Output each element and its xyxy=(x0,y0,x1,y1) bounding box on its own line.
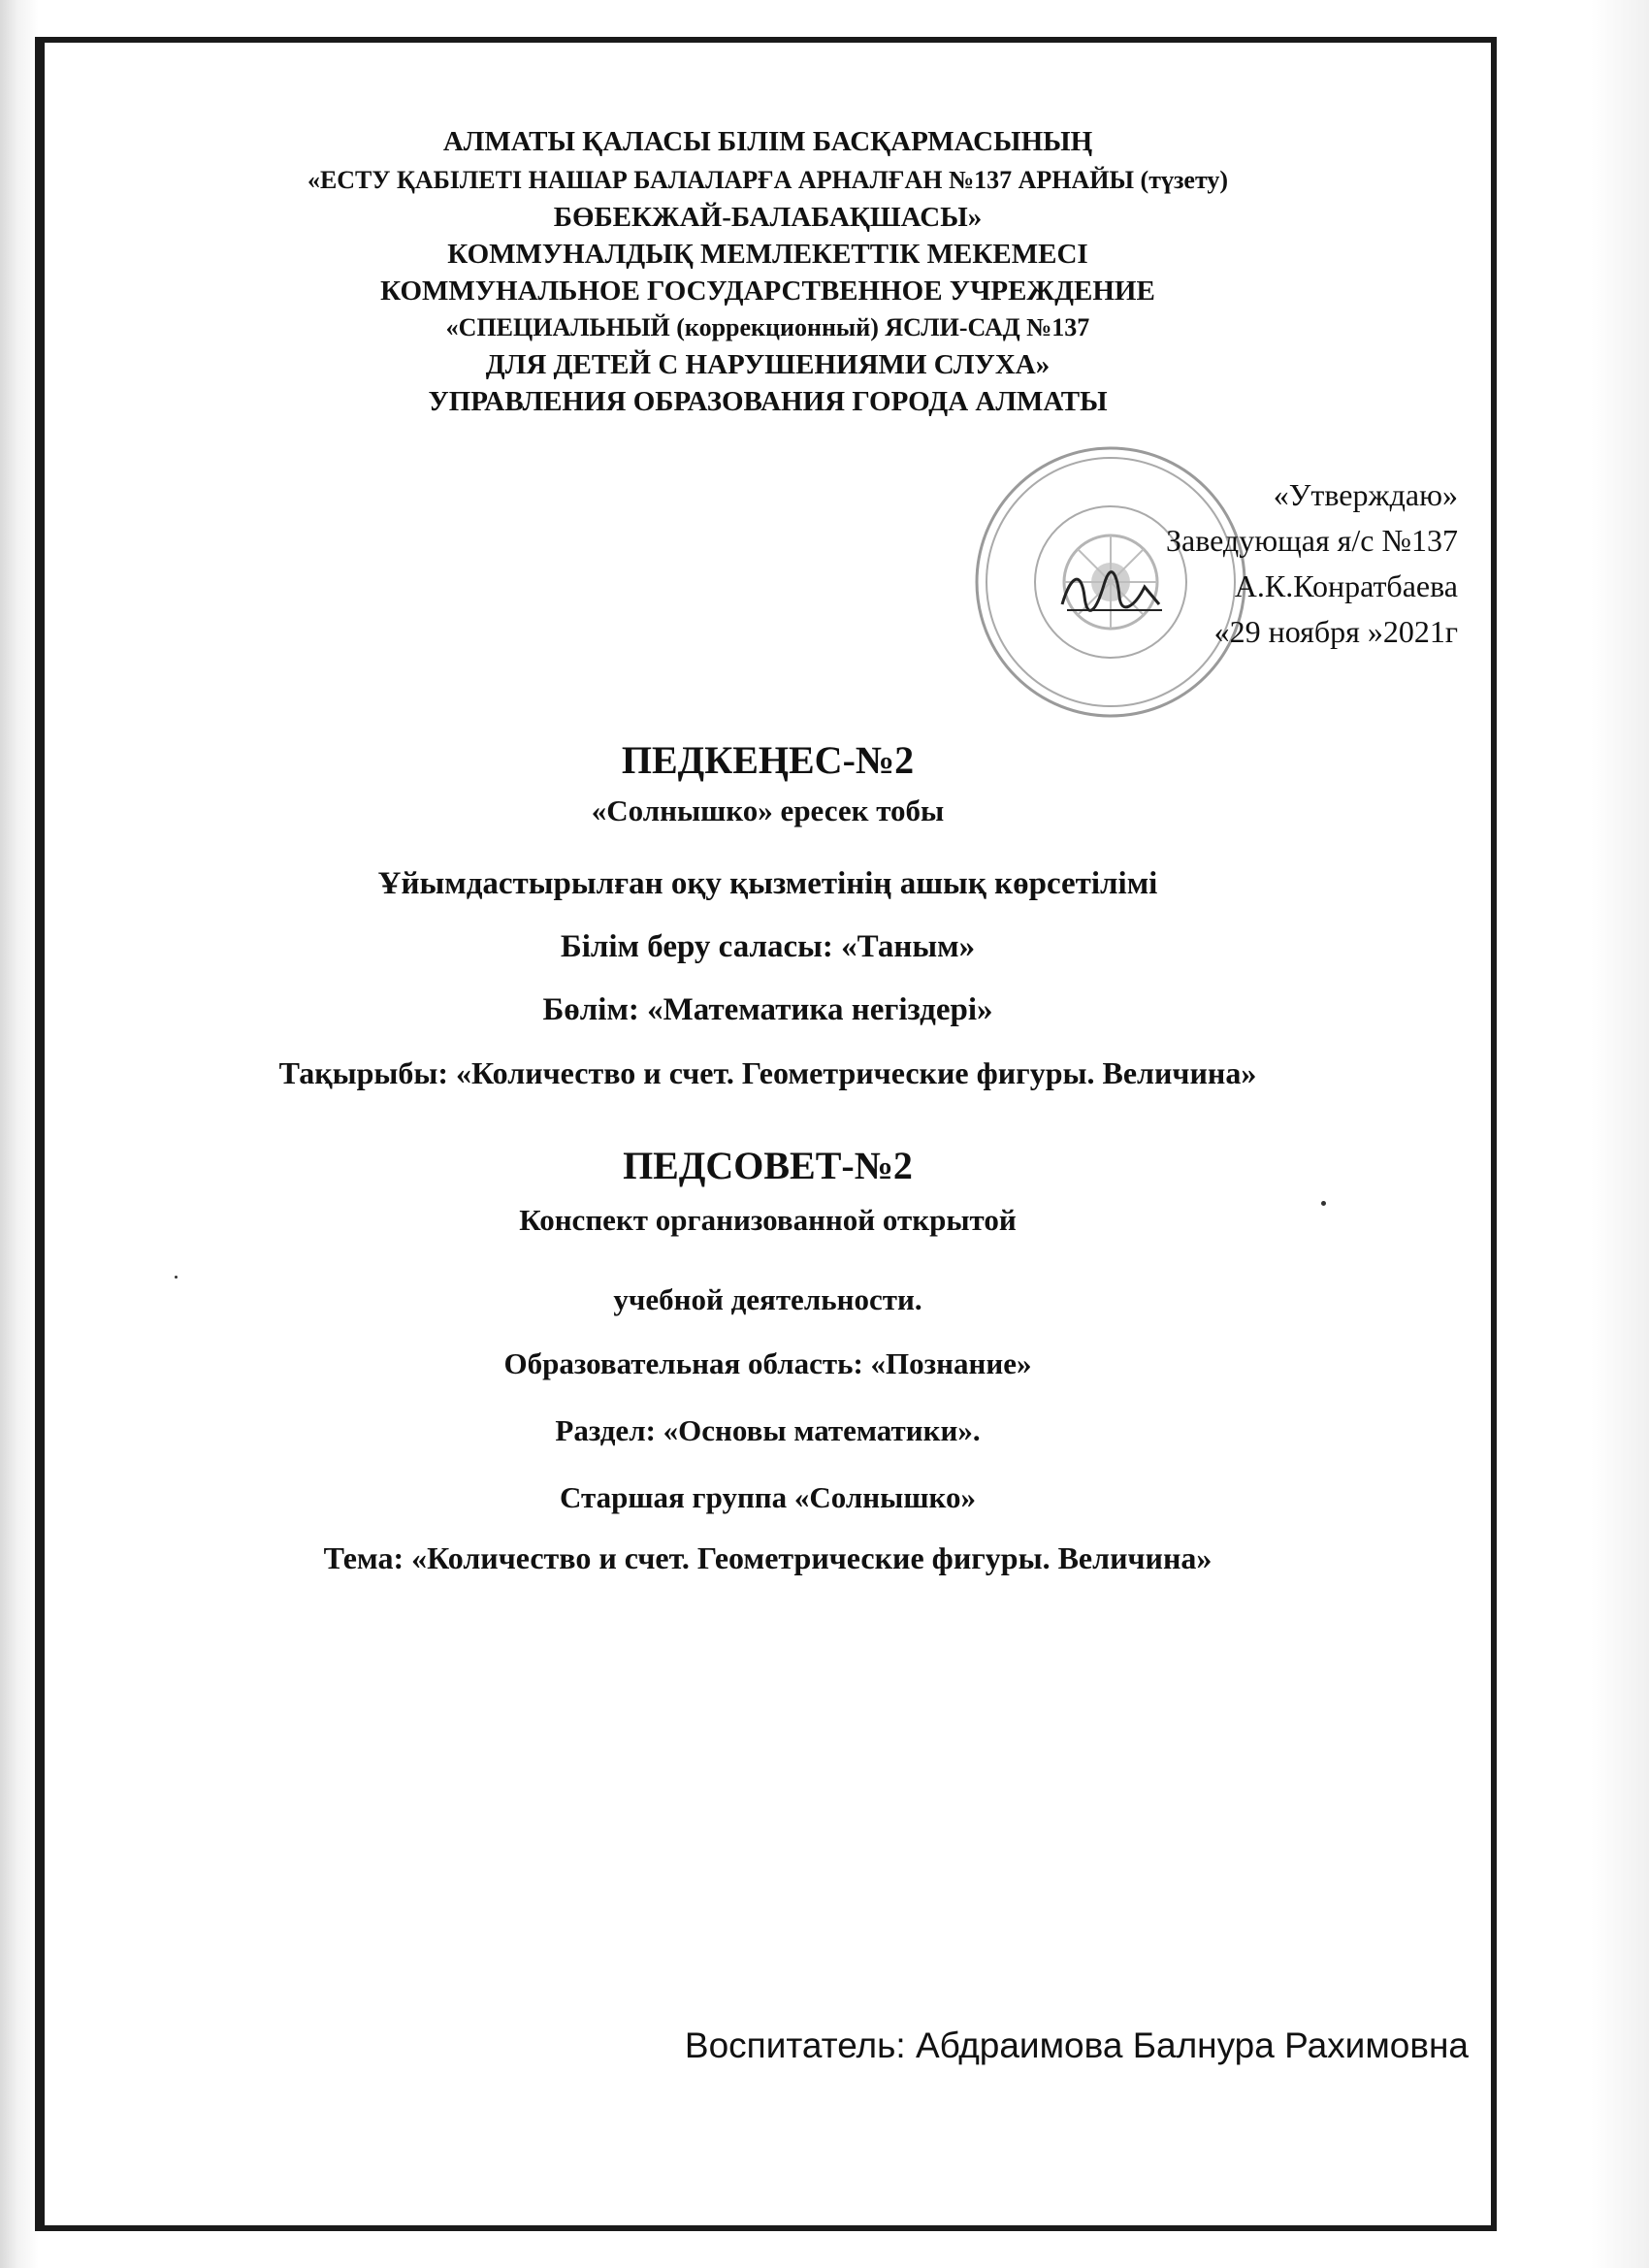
header-line-5: КОММУНАЛЬНОЕ ГОСУДАРСТВЕННОЕ УЧРЕЖДЕНИЕ xyxy=(380,275,1155,307)
header-line-7: ДЛЯ ДЕТЕЙ С НАРУШЕНИЯМИ СЛУХА» xyxy=(485,349,1051,380)
kazakh-activity: Ұйымдастырылған оқу қызметінің ашық көрсетілімі xyxy=(377,866,1158,901)
kazakh-section: Бөлім: «Математика негіздері» xyxy=(542,992,993,1027)
kazakh-group: «Солнышко» ересек тобы xyxy=(591,794,945,827)
signature-icon xyxy=(1057,567,1164,616)
russian-section: Раздел: «Основы математики». xyxy=(555,1413,981,1447)
kazakh-title: ПЕДКЕҢЕС-№2 xyxy=(621,738,915,782)
scan-speck xyxy=(175,1276,178,1279)
author: Воспитатель: Абдраимова Балнура Рахимовна xyxy=(684,2025,1469,2065)
kazakh-area: Білім беру саласы: «Таным» xyxy=(560,929,976,964)
approval-date: «29 ноября »2021г xyxy=(1213,614,1458,649)
header-line-6: «СПЕЦИАЛЬНЫЙ (коррекционный) ЯСЛИ-САД №137 xyxy=(445,313,1090,341)
scan-speck xyxy=(1321,1201,1326,1206)
header-line-1: АЛМАТЫ ҚАЛАСЫ БІЛІМ БАСҚАРМАСЫНЫҢ xyxy=(442,126,1093,157)
russian-summary-1: Конспект организованной открытой xyxy=(519,1203,1017,1237)
approval-name: А.К.Конратбаева xyxy=(1234,568,1458,603)
approval-label: «Утверждаю» xyxy=(1273,477,1458,512)
russian-topic: Тема: «Количество и счет. Геометрические фигуры. Величина» xyxy=(323,1540,1212,1575)
header-line-3: БӨБЕКЖАЙ-БАЛАБАҚШАСЫ» xyxy=(553,202,983,233)
approval-position: Заведующая я/с №137 xyxy=(1165,523,1458,558)
russian-title: ПЕДСОВЕТ-№2 xyxy=(623,1144,913,1187)
russian-group: Старшая группа «Солнышко» xyxy=(560,1480,976,1514)
russian-area: Образовательная область: «Познание» xyxy=(503,1346,1032,1380)
kazakh-topic: Тақырыбы: «Количество и счет. Геометрические фигуры. Величина» xyxy=(278,1055,1257,1090)
header-line-8: УПРАВЛЕНИЯ ОБРАЗОВАНИЯ ГОРОДА АЛМАТЫ xyxy=(428,386,1108,417)
header-line-4: КОММУНАЛДЫҚ МЕМЛЕКЕТТІК МЕКЕМЕСІ xyxy=(447,239,1088,270)
header-line-2: «ЕСТУ ҚАБІЛЕТІ НАШАР БАЛАЛАРҒА АРНАЛҒАН №137 АРНАЙЫ (түзету) xyxy=(307,166,1229,194)
russian-summary-2: учебной деятельности. xyxy=(613,1282,922,1316)
